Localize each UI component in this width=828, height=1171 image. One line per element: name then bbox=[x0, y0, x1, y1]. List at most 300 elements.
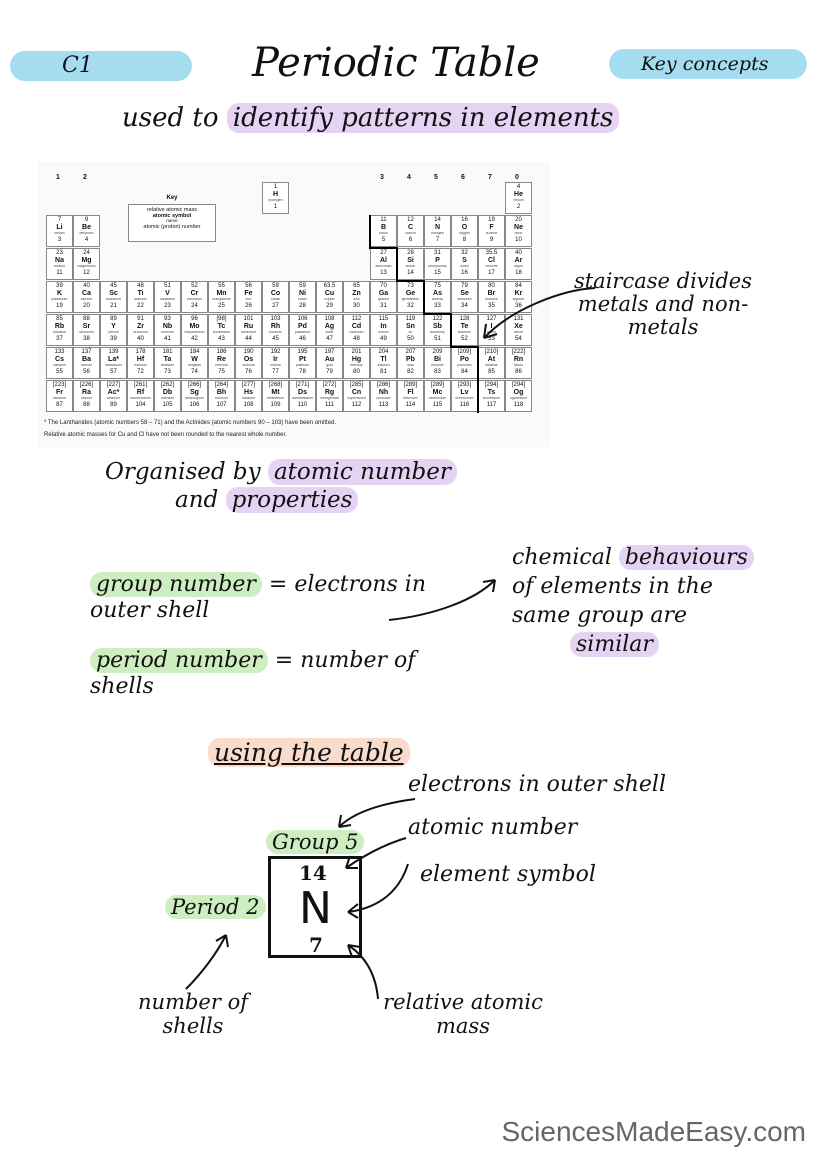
element-symbol: Al bbox=[380, 257, 387, 264]
element-name: hydrogen bbox=[268, 199, 283, 202]
element-symbol: At bbox=[487, 356, 496, 363]
element-mass: 108 bbox=[324, 316, 335, 322]
element-cell-Cl bbox=[478, 248, 505, 280]
element-cell-Db bbox=[154, 380, 181, 412]
element-symbol: Mc bbox=[432, 389, 443, 396]
element-number: 6 bbox=[408, 236, 413, 243]
element-symbol-arrow bbox=[340, 860, 420, 920]
element-number: 111 bbox=[324, 401, 335, 408]
element-symbol: Nh bbox=[378, 389, 389, 396]
element-cell-Rg bbox=[316, 380, 343, 412]
element-symbol: Sb bbox=[433, 323, 442, 330]
element-symbol: Mn bbox=[216, 290, 227, 297]
element-mass: 127 bbox=[486, 316, 497, 322]
element-cell-Rb bbox=[46, 314, 73, 346]
group-number-eq: = electrons in outer shell bbox=[90, 572, 427, 623]
element-number: 40 bbox=[137, 335, 144, 342]
group5-text: Group 5 bbox=[266, 830, 364, 854]
element-name: osmium bbox=[242, 364, 255, 367]
element-mass: 16 bbox=[461, 217, 468, 223]
element-mass: 70 bbox=[380, 283, 387, 289]
element-number: 56 bbox=[83, 368, 90, 375]
element-number: 112 bbox=[351, 401, 362, 408]
element-number: 8 bbox=[462, 236, 467, 243]
element-mass: [223] bbox=[52, 382, 67, 388]
element-symbol: Cd bbox=[351, 323, 362, 330]
element-cell-Rh bbox=[262, 314, 289, 346]
element-mass: 103 bbox=[270, 316, 281, 322]
element-cell-W bbox=[181, 347, 208, 379]
element-number: 85 bbox=[488, 368, 495, 375]
element-mass: 55 bbox=[218, 283, 225, 289]
element-name: manganese bbox=[212, 298, 231, 301]
element-mass: 27 bbox=[380, 250, 387, 256]
element-cell-Fl bbox=[397, 380, 424, 412]
element-name: chromium bbox=[186, 298, 203, 301]
element-cell-Mn bbox=[208, 281, 235, 313]
element-name: xenon bbox=[513, 331, 524, 334]
element-mass: 89 bbox=[110, 316, 117, 322]
element-mass: 79 bbox=[461, 283, 468, 289]
element-name: silver bbox=[325, 331, 334, 334]
element-cell-Mo bbox=[181, 314, 208, 346]
label-element-symbol: element symbol bbox=[420, 862, 596, 887]
subtitle-highlight: identify patterns in elements bbox=[227, 103, 620, 133]
label-relative-mass: relative atomic mass bbox=[383, 990, 543, 1038]
element-mass: 204 bbox=[378, 349, 389, 355]
element-number: 1 bbox=[273, 203, 278, 210]
element-number: 23 bbox=[164, 302, 171, 309]
chemical-note bbox=[512, 543, 802, 659]
element-number: 89 bbox=[110, 401, 117, 408]
element-mass: [264] bbox=[214, 382, 229, 388]
element-cell-Ts bbox=[478, 380, 505, 412]
element-symbol: Ra bbox=[82, 389, 91, 396]
element-mass: 85 bbox=[56, 316, 63, 322]
element-number: 57 bbox=[110, 368, 117, 375]
unit-label: C1 bbox=[62, 53, 93, 78]
footnote-omitted: * The Lanthanides (atomic numbers 58 – 71) and the Actinides (atomic numbers 90 – 103) have been omitted. bbox=[44, 420, 337, 426]
element-mass: 65 bbox=[353, 283, 360, 289]
element-name: zinc bbox=[353, 298, 360, 301]
element-cell-Po bbox=[451, 347, 478, 379]
element-mass: 51 bbox=[164, 283, 171, 289]
element-cell-H bbox=[262, 182, 289, 214]
element-mass: 190 bbox=[243, 349, 254, 355]
element-name: strontium bbox=[79, 331, 94, 334]
element-name: seaborgium bbox=[185, 397, 204, 400]
element-number: 113 bbox=[378, 401, 389, 408]
element-number: 2 bbox=[516, 203, 521, 210]
element-number: 73 bbox=[164, 368, 171, 375]
element-symbol: Cr bbox=[190, 290, 199, 297]
element-mass: 181 bbox=[162, 349, 173, 355]
group-label-5: 5 bbox=[434, 174, 438, 181]
element-cell-Nh bbox=[370, 380, 397, 412]
element-symbol: C bbox=[407, 224, 414, 231]
element-cell-At bbox=[478, 347, 505, 379]
element-symbol: Na bbox=[55, 257, 64, 264]
element-cell-C bbox=[397, 215, 424, 247]
element-mass: 59 bbox=[299, 283, 306, 289]
element-symbol: Li bbox=[56, 224, 63, 231]
element-name: oganesson bbox=[509, 397, 528, 400]
element-symbol: N bbox=[299, 883, 332, 934]
element-name: zirconium bbox=[133, 331, 148, 334]
element-cell-Og bbox=[505, 380, 532, 412]
element-mass: [227] bbox=[106, 382, 121, 388]
element-cell-Sr bbox=[73, 314, 100, 346]
element-symbol: Pt bbox=[299, 356, 306, 363]
element-cell-Sg bbox=[181, 380, 208, 412]
staircase-line bbox=[369, 215, 371, 248]
element-mass: 12 bbox=[407, 217, 414, 223]
element-name: vanadium bbox=[159, 298, 176, 301]
period-number-label: period number bbox=[90, 648, 268, 673]
element-mass: 84 bbox=[515, 283, 522, 289]
element-cell-Zr bbox=[127, 314, 154, 346]
unit-pill bbox=[10, 51, 192, 81]
element-cell-Ar bbox=[505, 248, 532, 280]
element-number: 31 bbox=[380, 302, 387, 309]
element-name: ruthenium bbox=[240, 331, 257, 334]
element-mass: 56 bbox=[245, 283, 252, 289]
element-symbol: Ge bbox=[405, 290, 416, 297]
element-cell-Tl bbox=[370, 347, 397, 379]
element-mass: [293] bbox=[457, 382, 472, 388]
element-mass: [222] bbox=[511, 349, 526, 355]
element-symbol: Si bbox=[407, 257, 414, 264]
chemical-line1: chemical bbox=[512, 545, 612, 570]
period-arrow bbox=[180, 925, 240, 995]
chemical-line2: of elements in the bbox=[512, 574, 713, 599]
element-mass: 31 bbox=[434, 250, 441, 256]
element-number: 43 bbox=[218, 335, 225, 342]
element-name: chlorine bbox=[485, 265, 498, 268]
chemical-highlight-behaviours: behaviours bbox=[619, 545, 754, 570]
element-name: thallium bbox=[377, 364, 390, 367]
element-symbol: Zn bbox=[352, 290, 361, 297]
chemical-highlight-similar: similar bbox=[570, 632, 659, 657]
element-symbol: Se bbox=[460, 290, 469, 297]
element-name: boron bbox=[379, 232, 388, 235]
element-name: germanium bbox=[401, 298, 420, 301]
element-mass: [266] bbox=[187, 382, 202, 388]
element-name: lead bbox=[407, 364, 414, 367]
element-symbol: Sn bbox=[406, 323, 415, 330]
element-number: 77 bbox=[272, 368, 279, 375]
organised-highlight-properties: properties bbox=[226, 487, 359, 513]
period2-text: Period 2 bbox=[165, 895, 266, 919]
element-name: platinum bbox=[295, 364, 310, 367]
element-symbol: Hf bbox=[136, 356, 145, 363]
element-number: 41 bbox=[164, 335, 171, 342]
element-name: scandium bbox=[106, 298, 121, 301]
element-number: 49 bbox=[380, 335, 387, 342]
group-label-1: 1 bbox=[56, 174, 60, 181]
element-number: 105 bbox=[162, 401, 173, 408]
element-cell-Mt bbox=[262, 380, 289, 412]
element-number: 17 bbox=[488, 269, 495, 276]
element-symbol: Mo bbox=[189, 323, 200, 330]
element-name: sodium bbox=[53, 265, 66, 268]
element-name: silicon bbox=[405, 265, 416, 268]
element-name: technetium bbox=[212, 331, 231, 334]
element-number: 48 bbox=[353, 335, 360, 342]
element-symbol: Mg bbox=[81, 257, 92, 264]
element-name: indium bbox=[378, 331, 389, 334]
element-number: 21 bbox=[110, 302, 117, 309]
label-outer-shell: electrons in outer shell bbox=[408, 772, 666, 797]
element-mass: 184 bbox=[189, 349, 200, 355]
element-cell-Rf bbox=[127, 380, 154, 412]
element-symbol: Cs bbox=[55, 356, 64, 363]
key-line3: name bbox=[166, 218, 178, 224]
element-mass: 119 bbox=[405, 316, 416, 322]
element-symbol: Bi bbox=[434, 356, 441, 363]
element-cell-Cr bbox=[181, 281, 208, 313]
element-number: 39 bbox=[110, 335, 117, 342]
organised-highlight-atomic: atomic number bbox=[268, 459, 457, 485]
element-mass: 24 bbox=[83, 250, 90, 256]
element-name: bromine bbox=[485, 298, 498, 301]
element-cell-Li bbox=[46, 215, 73, 247]
element-symbol: Ds bbox=[298, 389, 307, 396]
group-label-2: 2 bbox=[83, 174, 87, 181]
element-mass: 14 bbox=[299, 861, 327, 885]
element-number: 83 bbox=[434, 368, 441, 375]
element-cell-Zn bbox=[343, 281, 370, 313]
element-name: magnesium bbox=[77, 265, 96, 268]
label-atomic-number: atomic number bbox=[408, 815, 578, 840]
element-name: fluorine bbox=[485, 232, 498, 235]
element-mass: 11 bbox=[380, 217, 387, 223]
element-symbol: He bbox=[514, 191, 523, 198]
element-cell-Ag bbox=[316, 314, 343, 346]
element-mass: [289] bbox=[430, 382, 445, 388]
element-mass: 20 bbox=[515, 217, 522, 223]
element-cell-Ti bbox=[127, 281, 154, 313]
element-name: selenium bbox=[457, 298, 472, 301]
element-cell-Bh bbox=[208, 380, 235, 412]
element-number: 114 bbox=[405, 401, 416, 408]
element-cell-Ds bbox=[289, 380, 316, 412]
element-cell-Ba bbox=[73, 347, 100, 379]
element-number: 7 bbox=[435, 236, 440, 243]
element-number: 79 bbox=[326, 368, 333, 375]
element-symbol: N bbox=[434, 224, 441, 231]
element-number: 84 bbox=[461, 368, 468, 375]
element-cell-S bbox=[451, 248, 478, 280]
group-label-4: 4 bbox=[407, 174, 411, 181]
element-symbol: Ts bbox=[487, 389, 496, 396]
organised-note bbox=[105, 458, 457, 514]
element-mass: 45 bbox=[110, 283, 117, 289]
element-cell-Fr bbox=[46, 380, 73, 412]
element-name: actinium bbox=[106, 397, 121, 400]
element-symbol: Lv bbox=[460, 389, 469, 396]
element-symbol: Pd bbox=[298, 323, 307, 330]
page-title: Periodic Table bbox=[252, 40, 540, 86]
key-line1: relative atomic mass bbox=[146, 207, 198, 213]
element-name: bismuth bbox=[431, 364, 444, 367]
element-cell-Ru bbox=[235, 314, 262, 346]
element-symbol: Ru bbox=[243, 323, 254, 330]
element-name: iridium bbox=[270, 364, 281, 367]
period-number-eq: = number of shells bbox=[90, 648, 416, 699]
element-cell-Hg bbox=[343, 347, 370, 379]
element-name: copernicium bbox=[347, 397, 366, 400]
element-name: krypton bbox=[512, 298, 525, 301]
element-name: neon bbox=[514, 232, 523, 235]
element-mass: 93 bbox=[164, 316, 171, 322]
element-cell-Na bbox=[46, 248, 73, 280]
element-cell-F bbox=[478, 215, 505, 247]
element-name: aluminium bbox=[375, 265, 392, 268]
element-cell-Si bbox=[397, 248, 424, 280]
element-symbol: S bbox=[462, 257, 467, 264]
element-name: arsenic bbox=[431, 298, 444, 301]
element-number: 19 bbox=[56, 302, 63, 309]
tag-pill bbox=[609, 49, 807, 79]
chemical-line3: same group are bbox=[512, 603, 688, 628]
element-symbol: Sc bbox=[109, 290, 118, 297]
element-cell-Co bbox=[262, 281, 289, 313]
element-cell-Sb bbox=[424, 314, 451, 346]
footer-brand: SciencesMadeEasy.com bbox=[501, 1116, 806, 1147]
element-number: 118 bbox=[513, 401, 524, 408]
element-number: 7 bbox=[309, 933, 323, 957]
element-name: nickel bbox=[298, 298, 307, 301]
element-cell-As bbox=[424, 281, 451, 313]
element-number: 9 bbox=[489, 236, 494, 243]
element-mass: 28 bbox=[407, 250, 414, 256]
element-name: polonium bbox=[457, 364, 472, 367]
element-mass: [286] bbox=[376, 382, 391, 388]
tag-label: Key concepts bbox=[641, 53, 769, 75]
label-number-of-shells: number of shells bbox=[138, 990, 248, 1038]
element-name: rhodium bbox=[269, 331, 282, 334]
element-cell-Be bbox=[73, 215, 100, 247]
element-symbol: Br bbox=[487, 290, 496, 297]
staircase-arrow bbox=[470, 280, 600, 350]
element-name: rubidium bbox=[52, 331, 67, 334]
element-mass: 32 bbox=[461, 250, 468, 256]
element-name: hassium bbox=[241, 397, 256, 400]
element-name: palladium bbox=[295, 331, 310, 334]
element-mass: 19 bbox=[488, 217, 495, 223]
element-cell-Bi bbox=[424, 347, 451, 379]
element-cell-Sc bbox=[100, 281, 127, 313]
element-mass: [98] bbox=[216, 316, 227, 322]
staircase-line bbox=[423, 281, 425, 314]
element-symbol: Te bbox=[460, 323, 469, 330]
element-cell-Rn bbox=[505, 347, 532, 379]
element-name: dubnium bbox=[160, 397, 175, 400]
element-name: molybdenum bbox=[184, 331, 205, 334]
element-name: cobalt bbox=[270, 298, 281, 301]
element-symbol: F bbox=[489, 224, 494, 231]
element-name: hafnium bbox=[134, 364, 147, 367]
element-symbol: Tl bbox=[380, 356, 387, 363]
element-symbol: Ir bbox=[273, 356, 278, 363]
organised-and: and bbox=[175, 487, 219, 513]
element-name: rutherfordium bbox=[130, 397, 151, 400]
element-name: tennessine bbox=[483, 397, 500, 400]
element-name: tantalum bbox=[160, 364, 175, 367]
element-cell-Ga bbox=[370, 281, 397, 313]
element-mass: 195 bbox=[297, 349, 308, 355]
element-mass: 209 bbox=[432, 349, 443, 355]
using-heading-text: using the table bbox=[208, 738, 410, 767]
element-cell-Ac bbox=[100, 380, 127, 412]
element-cell-Pt bbox=[289, 347, 316, 379]
element-name: potassium bbox=[51, 298, 68, 301]
element-number: 12 bbox=[83, 269, 90, 276]
element-cell-Mg bbox=[73, 248, 100, 280]
staircase-text: staircase divides metals and non-metals bbox=[573, 269, 753, 339]
element-mass: 63.5 bbox=[323, 283, 336, 289]
element-name: meitnerium bbox=[266, 397, 285, 400]
subtitle bbox=[122, 103, 619, 133]
element-symbol: Nb bbox=[162, 323, 173, 330]
element-number: 26 bbox=[245, 302, 252, 309]
element-name: cadmium bbox=[349, 331, 364, 334]
element-name: astatine bbox=[485, 364, 498, 367]
period2-label bbox=[165, 895, 266, 919]
element-number: 44 bbox=[245, 335, 252, 342]
element-cell-Fe bbox=[235, 281, 262, 313]
element-number: 30 bbox=[353, 302, 360, 309]
element-name: gold bbox=[326, 364, 333, 367]
element-symbol: Ti bbox=[137, 290, 144, 297]
element-name: calcium bbox=[80, 298, 93, 301]
element-name: argon bbox=[514, 265, 523, 268]
element-symbol: Rb bbox=[54, 323, 65, 330]
element-symbol: Fl bbox=[407, 389, 414, 396]
element-name: gallium bbox=[377, 298, 390, 301]
element-number: 81 bbox=[380, 368, 387, 375]
element-number: 28 bbox=[299, 302, 306, 309]
element-name: tellurium bbox=[457, 331, 472, 334]
element-cell-Sn bbox=[397, 314, 424, 346]
element-name: niobium bbox=[161, 331, 174, 334]
element-number: 29 bbox=[326, 302, 333, 309]
group5-label bbox=[266, 830, 364, 854]
element-number: 33 bbox=[434, 302, 441, 309]
element-cell-Hf bbox=[127, 347, 154, 379]
element-symbol: Cu bbox=[324, 290, 335, 297]
element-symbol: Ni bbox=[299, 290, 306, 297]
element-number: 88 bbox=[83, 401, 90, 408]
element-mass: 207 bbox=[405, 349, 416, 355]
element-mass: 7 bbox=[57, 217, 62, 223]
element-number: 10 bbox=[515, 236, 522, 243]
element-symbol: H bbox=[272, 191, 279, 198]
element-symbol: Cl bbox=[488, 257, 495, 264]
element-cell-Cd bbox=[343, 314, 370, 346]
element-symbol: Db bbox=[162, 389, 173, 396]
element-mass: 40 bbox=[83, 283, 90, 289]
element-name: lanthanum bbox=[105, 364, 122, 367]
element-mass: [268] bbox=[268, 382, 283, 388]
element-symbol: Co bbox=[270, 290, 281, 297]
element-cell-Ir bbox=[262, 347, 289, 379]
element-cell-La bbox=[100, 347, 127, 379]
element-symbol: P bbox=[435, 257, 440, 264]
element-name: tungsten bbox=[187, 364, 202, 367]
element-mass: 48 bbox=[137, 283, 144, 289]
